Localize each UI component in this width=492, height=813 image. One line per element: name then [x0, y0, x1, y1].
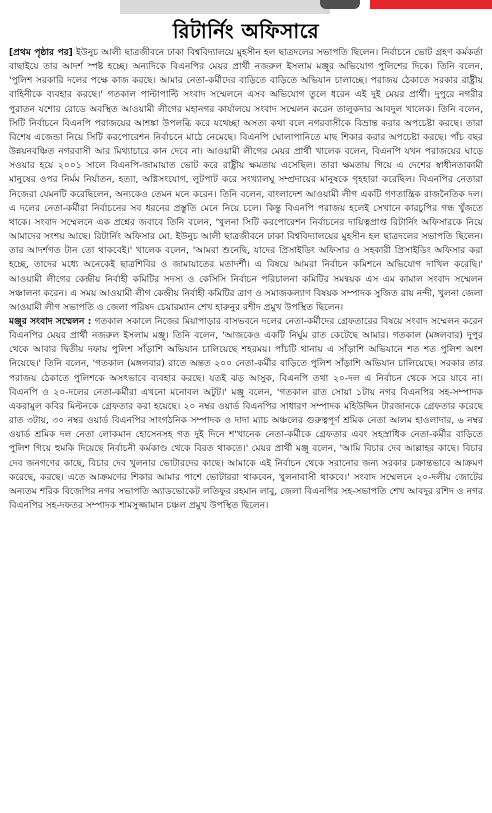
- paragraph-1-text: ইউনুচ আলী ছাত্রজীবনে ঢাকা বিশ্ববিদ্যালয়ে মুহসীন হল ছাত্রদলের সভাপতি ছিলেন। নির্বাচনে ভোট গ্রহণ কর্মকর্তা বাছাইয়ে তার আদর্শ স্পষ্ট হচ্ছে। অন্যদিকে বিএনপির মেয়র প্রার্থী নজরুল ইসলাম মঞ্জুর অভিযোগ পুলিশের দিকে। তিনি বলেন, 'পুলিশ সরকারি দলের পক্ষে কাজ করছে। আমার নেতা-কর্মীদের বাড়িতে বাড়িতে অভিযান চালাচ্ছে। পরাজয় ঠেকাতে সরকার রাষ্ট্রীয় বাহিনীকে ব্যবহার করছে।' গতকাল পাল্টাপাল্টি সংবাদ সম্মেলনে এসব অভিযোগ তুলে ধরেন এই দুই মেয়র প্রার্থী। দুপুরে নগরীর পুরাতন যশোর রোডে অবস্থিত আওয়ামী লীগের মহানগর কার্যালয়ে সংবাদ সম্মেলন করেন তালুকদার আবদুল খালেক। তিনি বলেন, সিটি নির্বাচনে বিএনপি পরাজয়ের আশঙ্কা উপলব্ধি করে যথেচ্ছা অসত্য কথা বলে নগরবাসীকে বিভ্রান্ত করার অপচেষ্টা করছে। তারা বিশেষ এজেন্ডা নিয়ে সিটি করপোরেশন নির্বাচনে মাঠে নেমেছে। বিএনপি ঘোলাপানিতে মাছ শিকার করার অপচেষ্টা করছে। পাঁচ বছর উন্নয়নবঞ্চিত নগরবাসী আর মিথ্যাচারে কান দেবে না। আওয়ামী লীগের মেয়র প্রার্থী খালেক বলেন, বিএনপি যখন পরাজয়ের ঘাড়ে সওয়ার হয়ে ২০০১ সালে বিএনপি-জামায়াত ভোট করে রাষ্ট্রীয় ক্ষমতায় এসেছিল। তারা ক্ষমতায় গিয়ে এ দেশের স্বাধীনতাকামী মানুষের ওপর নির্মম নির্যাতন, হত্যা, অগ্নিসংযোগ, লুটপাট করে সংখ্যালঘু সম্প্রদায়ের মানুষকে গৃহহারা করেছিল। বিএনপির নেতারা নিজেরা যেমনটি করেছিলেন, অন্যকেও তেমন মনে করেন। তিনি বলেন, বাংলাদেশ আওয়ামী লীগ একটি গণতান্ত্রিক রাজনৈতিক দল। এ দলের নেতা-কর্মীরা নির্বাচনের সব ধরনের প্রস্তুতি মেনে নিয়ে চলে। কিন্তু বিএনপি পরাজয় হলেই সেখানে কারচুপির গন্ধ খুঁজতে থাকে। সংবাদ সম্মেলনে এক প্রশ্নের জবাবে তিনি বলেন, 'খুলনা সিটি করপোরেশন নির্বাচনের দায়িত্বপ্রাপ্ত রিটার্নিং অফিসারকে নিয়ে আমাদের সংশয় আছে। রিটার্নিং অফিসার মো. ইউনুচ আলী ছাত্রজীবনে ঢাকা বিশ্ববিদ্যালয়ের মুহসীন হল ছাত্রদলের সভাপতি ছিলেন। তার আদর্শগত টান তো থাকবেই।' খালেক বলেন, 'আমরা শুনেছি, যাদের প্রিসাইডিং অফিসার ও সহকারী প্রিসাইডিং অফিসার করা হচ্ছে, তাদের মধ্যে অনেকেই ছাত্রশিবির ও জামায়াতের মতাদর্শী। এ বিষয়ে আমরা নির্বাচন কমিশনে অভিযোগ দাখিল করেছি।' আওয়ামী লীগের কেন্দ্রীয় নির্বাহী কমিটির সদস্য ও কেসিসি নির্বাচন পরিচালনা কমিটির সমন্বয়ক এস এম কামাল সংবাদ সম্মেলন সঞ্চালনা করেন। এ সময় আওয়ামী লীগ কেন্দ্রীয় নির্বাহী কমিটির ত্রাণ ও সমাজকল্যাণ বিষয়ক সম্পাদক সুজিত রায় নন্দী, খুলনা জেলা আওয়ামী লীগ সভাপতি ও জেলা পরিষদ চেয়ারম্যান শেখ হারুনুর রশীদ প্রমুখ উপস্থিত ছিলেন।: [9, 48, 483, 313]
- article-headline: রিটার্নিং অফিসারে: [172, 19, 320, 43]
- section-subheading: মঞ্জুর সংবাদ সম্মেলন :: [9, 316, 92, 327]
- continuation-label: [প্রথম পৃষ্ঠার পর]: [9, 48, 73, 58]
- page-number-tab: [320, 0, 360, 9]
- header-red-bar: [370, 0, 492, 9]
- article-paragraph-1: [9, 46, 483, 315]
- paragraph-2-text: গতকাল সকালে নিজের মিয়াপাড়ার বাসভবনে দলের নেতা-কর্মীদের গ্রেফতারের বিষয়ে সংবাদ সম্মেলন করেন বিএনপির মেয়র প্রার্থী নজরুল ইসলাম মঞ্জু। তিনি বলেন, 'আজকেও একটি নির্ঘুম রাত কেটেছে আমার। গতকাল (মঙ্গলবার) দুপুর থেকে আবার দ্বিতীয় দফায় পুলিশ সাঁড়াশি অভিযান চালিয়েছে শহরময়। পাঁচটি থানায় এ সাঁড়াশি অভিযানে শত শত পুলিশ অংশ নিয়েছে।' তিনি বলেন, 'গতকাল (মঙ্গলবার) রাতে অন্তত ২০০ নেতা-কর্মীর বাড়িতে পুলিশ সাঁড়াশি অভিযান চালিয়েছে। সরকার তার পরাজয় ঠেকাতে পুলিশকে অসৎভাবে ব্যবহার করছে। যতই ঝড় আসুক, বিএনপি তথা ২০-দল এ নির্বাচন থেকে সরে যাবে না। বিএনপি ও ২০-দলের নেতা-কর্মীরা এখনো মনোবল অটুট।' মঞ্জু বলেন, 'গতকাল রাত সোয়া ১টায় নগর বিএনপির সহ-সম্পাদক একরামুল কবির মিল্টনকে গ্রেফতার করা হয়েছে। ২০ নম্বর ওয়ার্ড বিএনপির সাধারণ সম্পাদক মহিউদ্দিন টারজানকে গ্রেফতার করেছে রাত ৩টায়, ৩০ নম্বর ওয়ার্ড বিএনপির সাংগঠনিক সম্পাদক ও দাদা ম্যাচ অঞ্চলের গুরুত্বপূর্ণ শ্রমিক নেতা আলম হাওলাদার, ৬ নম্বর ওয়ার্ড শ্রমিক দল নেতা লোকমান হোসেনসহ গত দুই দিনে শ'খানেক নেতা-কর্মীকে গ্রেফতার এবং সহস্রাধিক নেতা-কর্মীর বাড়িতে পুলিশ গিয়ে হুমকি দিয়েছে নির্বাচনী কর্মকাণ্ড থেকে বিরত থাকতে।' মেয়র প্রার্থী মঞ্জু বলেন, 'আমি বিচার দেব আল্লাহর কাছে। বিচার দেব জনগণের কাছে, বিচার দেব খুলনার ভোটারদের কাছে। আমাকে এই নির্বাচন থেকে সরানোর জন্য সরকার চক্রান্তভাবে আক্রমণ করেছে, করছে। এতে আক্রমণের শিকার আমার পাশে ভোটাররা থাকবেন, খুলনাবাসী থাকবে।' সংবাদ সম্মেলনে ২০-দলীয় জোটের অন্যতম শরিক বিজেপির নগর সভাপতি অ্যাডভোকেট লতিফুর রহমান লাবু, জেলা বিএনপির সহ-সভাপতি শেখ আবদুর রশিদ ও নগর বিএনপির সহ-দফতর সম্পাদক শামসুজ্জামান চঞ্চল প্রমুখ উপস্থিত ছিলেন।: [9, 316, 483, 511]
- article-body: [9, 46, 483, 806]
- header-gray-bar: [120, 0, 330, 14]
- article-paragraph-2: [9, 315, 483, 513]
- top-header-strip: [0, 0, 492, 18]
